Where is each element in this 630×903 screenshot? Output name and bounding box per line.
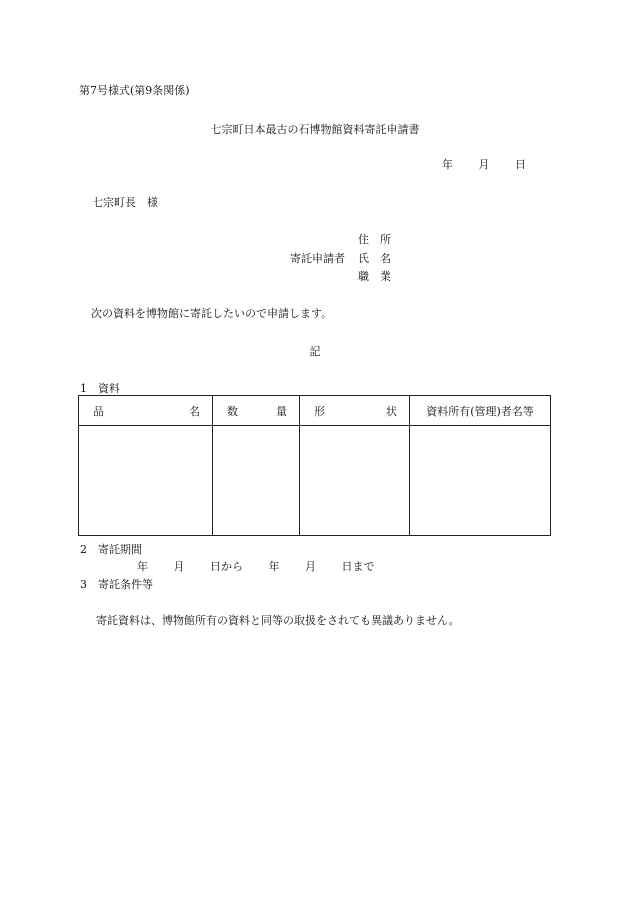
applicant-label: 寄託申請者	[290, 252, 345, 265]
section3-heading: 3 寄託条件等	[80, 578, 153, 591]
cell-quantity[interactable]	[213, 426, 300, 536]
ki-heading: 記	[309, 345, 321, 358]
table-row	[79, 426, 551, 536]
occupation-label: 職 業	[358, 270, 391, 283]
deposit-conditions-text: 寄託資料は、博物館所有の資料と同等の取扱をされても異議ありません。	[96, 614, 460, 627]
addressee: 七宗町長 様	[92, 196, 158, 209]
date-line	[442, 156, 526, 172]
form-number: 第7号様式(第9条関係)	[79, 84, 190, 97]
column-header-item-name: 品 名	[79, 396, 213, 426]
table-header-row	[79, 396, 551, 426]
materials-table	[78, 395, 551, 536]
date-month: 月	[478, 158, 490, 171]
section2-heading: 2 寄託期間	[80, 543, 142, 556]
column-header-shape: 形 状	[300, 396, 410, 426]
section1-heading: 1 資料	[80, 382, 120, 395]
cell-item-name[interactable]	[79, 426, 213, 536]
cell-owner[interactable]	[410, 426, 551, 536]
application-statement: 次の資料を博物館に寄託したいので申請します。	[91, 307, 333, 320]
date-year: 年	[442, 158, 453, 171]
name-label: 氏 名	[358, 252, 391, 265]
address-label: 住 所	[358, 233, 391, 246]
deposit-period: 年 月 日から 年 月 日まで	[137, 560, 375, 573]
cell-shape[interactable]	[300, 426, 410, 536]
column-header-quantity: 数 量	[213, 396, 300, 426]
document-title: 七宗町日本最古の石博物館資料寄託申請書	[210, 123, 420, 136]
date-day: 日	[515, 158, 526, 171]
column-header-owner: 資料所有(管理)者名等	[410, 396, 551, 426]
